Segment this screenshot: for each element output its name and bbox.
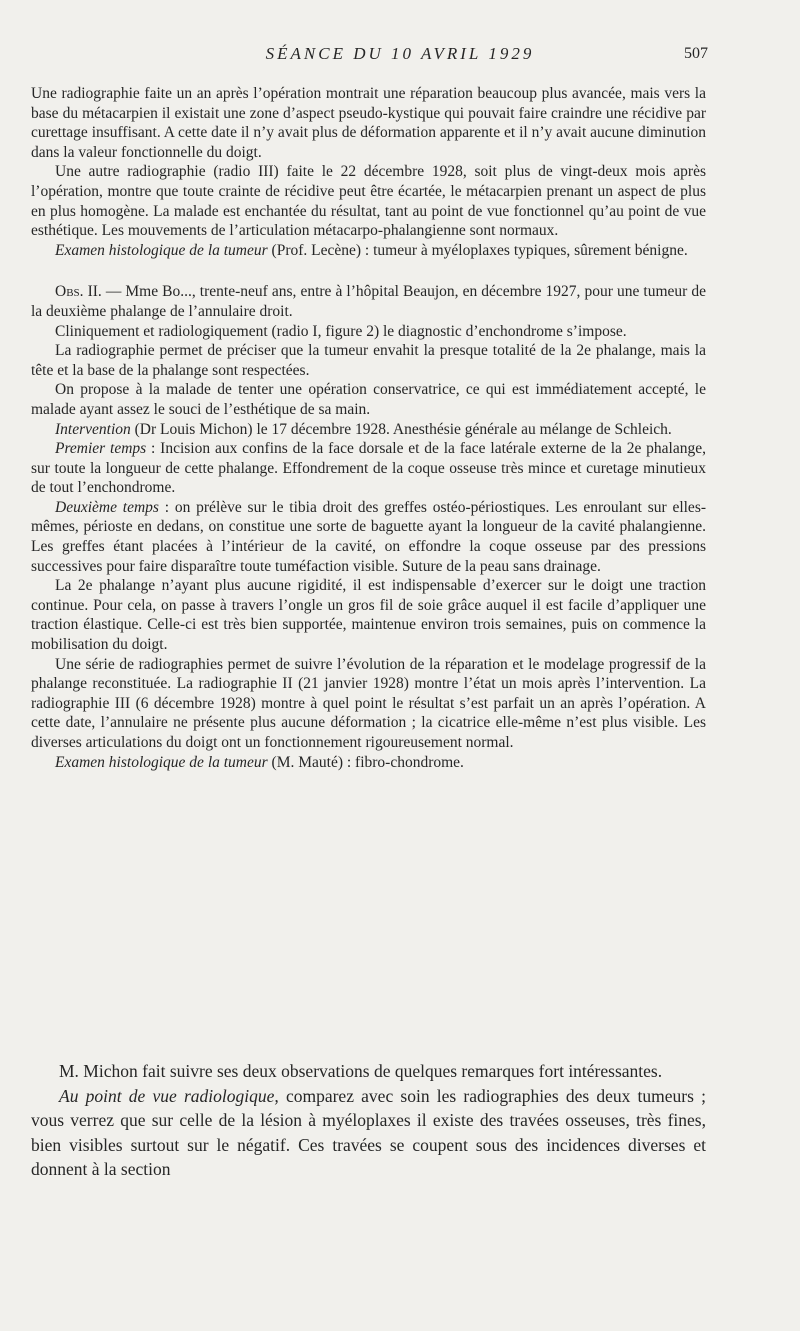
second-step-label: Deuxième temps (55, 498, 159, 516)
page-number: 507 (684, 45, 708, 62)
paragraph-obs-ii (31, 282, 706, 321)
intervention-text: (Dr Louis Michon) le 17 décembre 1928. Anesthésie générale au mélange de Schleich. (130, 420, 672, 438)
observation-text (31, 84, 706, 772)
first-step-label: Premier temps (55, 440, 147, 458)
radiological-view-text: comparez avec soin les radiographies des deux tumeurs ; vous verrez que sur celle de la lésion à myéloplaxes il existe des travées osseuses, très fines, bien visibles surtout sur le négatif. Ces travées se coupent sous des incidences diverses et donnent à la section (31, 1085, 706, 1180)
histology-1-text: (Prof. Lecène) : tumeur à myéloplaxes typiques, sûrement bénigne. (267, 241, 688, 259)
histology-2-label: Examen histologique de la tumeur (55, 753, 268, 771)
paragraph-radiography-iii: Une autre radiographie (radio III) faite le 22 décembre 1928, soit plus de vingt-deux mois après l’opération, montre que toute crainte de récidive peut être écartée, le métacarpien prenant un aspect de plus en plus homogène. La malade est enchantée du résultat, tant au point de vue fonctionnel qu’au point de vue esthétique. Les mouvements de l’articulation métacarpo-phalangienne sont normaux. (31, 163, 706, 240)
obs-ii-text: — Mme Bo..., trente-neuf ans, entre à l’hôpital Beaujon, en décembre 1927, pour une tumeur de la deuxième phalange de l’annulaire droit. (31, 283, 706, 320)
paragraph-radiography-extent: La radiographie permet de préciser que la tumeur envahit la presque totalité de la 2e phalange, mais la tête et la base de la phalange sont respectées. (31, 342, 706, 379)
paragraph-radiography-one-year: Une radiographie faite un an après l’opération montrait une réparation beaucoup plus avancée, mais vers la base du métacarpien il existait une zone d’aspect pseudo-kystique qui pouvait faire craindre une récidive par curettage insuffisant. A cette date il n’y avait plus de déformation apparente et il n’y avait aucune diminution dans la valeur fonctionnelle du doigt. (31, 85, 706, 161)
page-header (0, 44, 800, 68)
discussion-text (31, 1059, 706, 1182)
paragraph-first-step (31, 439, 706, 498)
second-step-text: : on prélève sur le tibia droit des greffes ostéo-périostiques. Les enroulant sur elles-mêmes, périoste en dedans, on constitue une sorte de baguette ayant la longueur de la cavité phalangienne. Les greffes étant placées à l’intérieur de la cavité, on effondre la coque osseuse par des pressions successives pour faire disparaître toute tuméfaction visible. Suture de la peau sans drainage. (31, 498, 707, 575)
radiological-view-label: Au point de vue radiologique, (59, 1085, 279, 1106)
paragraph-second-step (31, 498, 706, 576)
paragraph-michon-remarks: M. Michon fait suivre ses deux observations de quelques remarques fort intéressantes. (59, 1061, 663, 1081)
obs-ii-label: Obs. II. (55, 283, 102, 301)
paragraph-conservative-operation: On propose à la malade de tenter une opération conservatrice, ce qui est immédiatement accepté, le malade ayant assez le souci de l’esthétique de sa main. (31, 381, 706, 418)
paragraph-traction: La 2e phalange n’ayant plus aucune rigidité, il est indispensable d’exercer sur le doigt une traction continue. Pour cela, on passe à travers l’ongle un gros fil de soie grâce auquel il est facile d’appliquer une traction élastique. Celle-ci est très bien supportée, maintenue environ trois semaines, puis on commence la mobilisation du doigt. (31, 577, 706, 654)
paragraph-intervention (31, 420, 706, 440)
paragraph-histology-1 (31, 241, 706, 261)
histology-1-label: Examen histologique de la tumeur (55, 241, 268, 259)
paragraph-histology-2 (31, 753, 706, 773)
intervention-label: Intervention (55, 420, 131, 438)
running-head: SÉANCE DU 10 AVRIL 1929 (265, 44, 535, 63)
paragraph-clinical-diagnosis: Cliniquement et radiologiquement (radio I, figure 2) le diagnostic d’enchondrome s’impose. (55, 322, 627, 340)
histology-2-text: (M. Mauté) : fibro-chondrome. (267, 753, 464, 771)
paragraph-radiography-series: Une série de radiographies permet de suivre l’évolution de la réparation et le modelage progressif de la phalange reconstituée. La radiographie II (21 janvier 1928) montre l’état un mois après l’intervention. La radiographie III (6 décembre 1928) montre à quel point le résultat s’est parfait un an après l’opération. A cette date, l’annulaire ne présente plus aucune déformation ; la cicatrice elle-même n’est plus visible. Les diverses articulations du doigt ont un fonctionnement rigoureusement normal. (31, 655, 706, 751)
paragraph-radiological-view (31, 1084, 706, 1182)
first-step-text: : Incision aux confins de la face dorsale et de la face latérale externe de la 2e phalange, sur toute la longueur de cette phalange. Effondrement de la coque osseuse très mince et curetage minutieux de tout l’enchondrome. (31, 440, 706, 497)
